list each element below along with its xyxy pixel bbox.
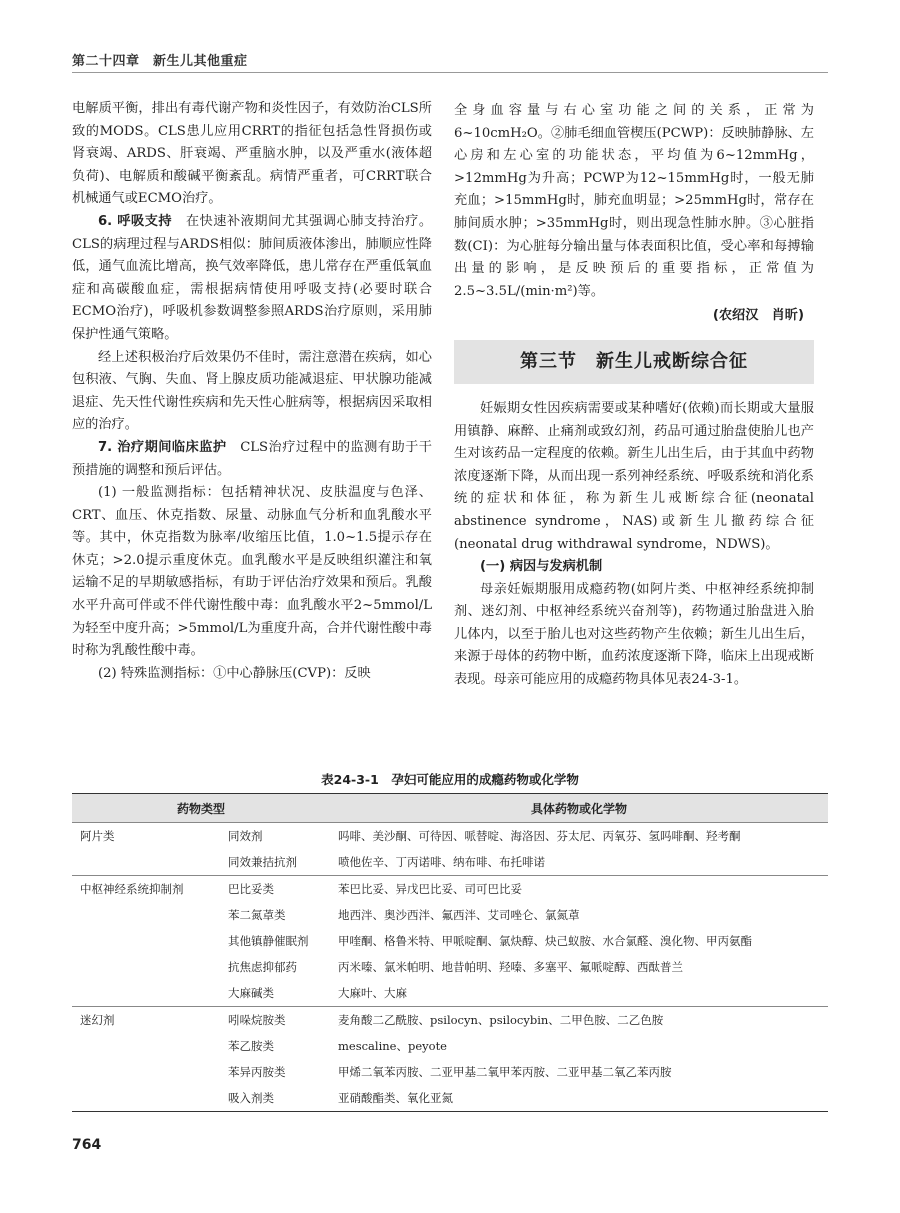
table-row (72, 823, 828, 850)
section-title: 第三节 新生儿戒断综合征 (454, 340, 814, 384)
cell-type: 抗焦虑抑郁药 (228, 960, 297, 974)
cell-type: 巴比妥类 (220, 876, 330, 903)
table-row (72, 928, 828, 954)
table-row (72, 902, 828, 928)
table-header-detail: 具体药物或化学物 (330, 794, 828, 823)
cell-group (72, 1033, 220, 1059)
left-column (72, 98, 432, 685)
page-number: 764 (72, 1137, 102, 1153)
cell-drugs: 麦角酸二乙酰胺、psilocyn、psilocybin、二甲色胺、二乙色胺 (330, 1007, 828, 1034)
table-row (72, 954, 828, 980)
cell-type: 同效剂 (220, 823, 330, 850)
item-heading: 6. 呼吸支持 (98, 213, 173, 229)
cell-group (72, 954, 220, 980)
cell-type: 大麻碱类 (228, 986, 274, 1000)
cell-drugs: 丙米嗪、氯米帕明、地昔帕明、羟嗪、多塞平、氟哌啶醇、西酞普兰 (338, 960, 683, 974)
cell-group: 中枢神经系统抑制剂 (72, 876, 220, 903)
cell-type: 吸入剂类 (220, 1085, 330, 1112)
paragraph: (2) 特殊监测指标：①中心静脉压(CVP)：反映 (98, 665, 371, 681)
cell-drugs: 吗啡、美沙酮、可待因、哌替啶、海洛因、芬太尼、丙氧芬、氢吗啡酮、羟考酮 (330, 823, 828, 850)
cell-drugs: 大麻叶、大麻 (338, 986, 407, 1000)
table-row (72, 876, 828, 903)
item-text: CLS治疗过程中的监测有助于干预措施的调整和预后评估。 (72, 439, 432, 478)
cell-drugs: 地西泮、奥沙西泮、氟西泮、艾司唑仑、氯氮䓬 (338, 908, 580, 922)
cell-drugs: 甲喹酮、格鲁米特、甲哌啶酮、氯炔醇、炔己蚁胺、水合氯醛、溴化物、甲丙氨酯 (338, 934, 752, 948)
cell-group (72, 1085, 220, 1112)
cell-type: 吲哚烷胺类 (220, 1007, 330, 1034)
header-rule (72, 72, 828, 73)
table-row (72, 1033, 828, 1059)
paragraph: (1) 一般监测指标：包括精神状况、皮肤温度与色泽、CRT、血压、休克指数、尿量、动脉血气分析和血乳酸水平等。其中，休克指数为脉率/收缩压比值，1.0~1.5提示存在休克；>2.0提示重度休克。血乳酸水平是反映组织灌注和氧运输不足的早期敏感指标，有助于评估治疗效果和预后。乳酸水平升高可伴或不伴代谢性酸中毒：血乳酸水平2~5mmol/L为轻至中度升高；>5mmol/L为重度升高，合并代谢性酸中毒时称为乳酸性酸中毒。 (72, 485, 432, 659)
paragraph: 妊娠期女性因疾病需要或某种嗜好(依赖)而长期或大量服用镇静、麻醉、止痛剂或致幻剂，药品可通过胎盘使胎儿也产生对该药品一定程度的依赖。新生儿出生后，由于其血中药物浓度逐渐下降，从而出现一系列神经系统、呼吸系统和消化系统的症状和体征，称为新生儿戒断综合征(neonatal abstinence syndrome，NAS)或新生儿撤药综合征(neonatal drug withdrawal syndrome，NDWS)。 (454, 400, 814, 552)
cell-group (72, 849, 220, 876)
paragraph (72, 211, 432, 347)
item-heading: 7. 治疗期间临床监护 (98, 439, 227, 455)
cell-group (72, 1059, 220, 1085)
table-row (72, 1007, 828, 1034)
cell-type: 苯乙胺类 (228, 1039, 274, 1053)
paragraph (72, 437, 432, 482)
cell-type: 其他镇静催眠剂 (228, 934, 309, 948)
right-column (454, 100, 814, 692)
table-row (72, 1059, 828, 1085)
table-row (72, 1085, 828, 1112)
table-caption: 表24-3-1 孕妇可能应用的成瘾药物或化学物 (321, 772, 579, 787)
cell-group: 迷幻剂 (72, 1007, 220, 1034)
author-line: (农绍汉 肖昕) (712, 308, 804, 324)
table-row (72, 849, 828, 876)
cell-type: 苯异丙胺类 (228, 1065, 286, 1079)
table-row (72, 980, 828, 1007)
paragraph: 全身血容量与右心室功能之间的关系，正常为6~10cmH₂O。②肺毛细血管楔压(PCWP)：反映肺静脉、左心房和左心室的功能状态，平均值为6~12mmHg，>12mmHg为升高；PCWP为12~15mmHg时，一般无肺充血；>15mmHg时，肺充血明显；>25mmHg时，常存在肺间质水肿；>35mmHg时，则出现急性肺水肿。③心脏指数(CI)：为心脏每分输出量与体表面积比值，受心率和每搏输出量的影响，是反映预后的重要指标，正常值为2.5~3.5L/(min·m²)等。 (454, 103, 814, 299)
cell-drugs: 亚硝酸酯类、氧化亚氮 (330, 1085, 828, 1112)
cell-drugs: 喷他佐辛、丁丙诺啡、纳布啡、布托啡诺 (338, 855, 545, 869)
running-header: 第二十四章 新生儿其他重症 (72, 54, 248, 69)
paragraph: 电解质平衡，排出有毒代谢产物和炎性因子，有效防治CLS所致的MODS。CLS患儿应用CRRT的指征包括急性肾损伤或肾衰竭、ARDS、肝衰竭、严重脑水肿，以及严重水(液体超负荷)、电解质和酸碱平衡紊乱。病情严重者，可CRRT联合机械通气或ECMO治疗。 (72, 101, 432, 207)
cell-drugs: 苯巴比妥、异戊巴比妥、司可巴比妥 (330, 876, 828, 903)
cell-group (72, 980, 220, 1007)
cell-type: 苯二氮䓬类 (228, 908, 286, 922)
table-header-class: 药物类型 (72, 794, 330, 823)
cell-group: 阿片类 (72, 823, 220, 850)
cell-drugs: mescaline、peyote (338, 1039, 447, 1053)
cell-drugs: 甲烯二氧苯丙胺、二亚甲基二氧甲苯丙胺、二亚甲基二氧乙苯丙胺 (338, 1065, 672, 1079)
cell-type: 同效兼拮抗剂 (228, 855, 297, 869)
cell-group (72, 902, 220, 928)
cell-group (72, 928, 220, 954)
subsection-heading: (一) 病因与发病机制 (480, 559, 603, 575)
paragraph: 经上述积极治疗后效果仍不佳时，需注意潜在疾病，如心包积液、气胸、失血、肾上腺皮质功能减退症、甲状腺功能减退症、先天性代谢性疾病和先天性心脏病等，根据病因采取相应的治疗。 (72, 349, 432, 433)
item-text: 在快速补液期间尤其强调心肺支持治疗。CLS的病理过程与ARDS相似：肺间质液体渗出，肺顺应性降低，通气血流比增高，换气效率降低，患儿常存在严重低氧血症和高碳酸血症，需根据病情使用呼吸支持(必要时联合ECMO治疗)，呼吸机参数调整参照ARDS治疗原则，采用肺保护性通气策略。 (72, 213, 433, 342)
drug-table (72, 793, 828, 1112)
paragraph: 母亲妊娠期服用成瘾药物(如阿片类、中枢神经系统抑制剂、迷幻剂、中枢神经系统兴奋剂等)，药物通过胎盘进入胎儿体内，以至于胎儿也对这些药物产生依赖；新生儿出生后，来源于母体的药物中断，血药浓度逐渐下降，临床上出现戒断表现。母亲可能应用的成瘾药物具体见表24-3-1。 (454, 581, 814, 688)
